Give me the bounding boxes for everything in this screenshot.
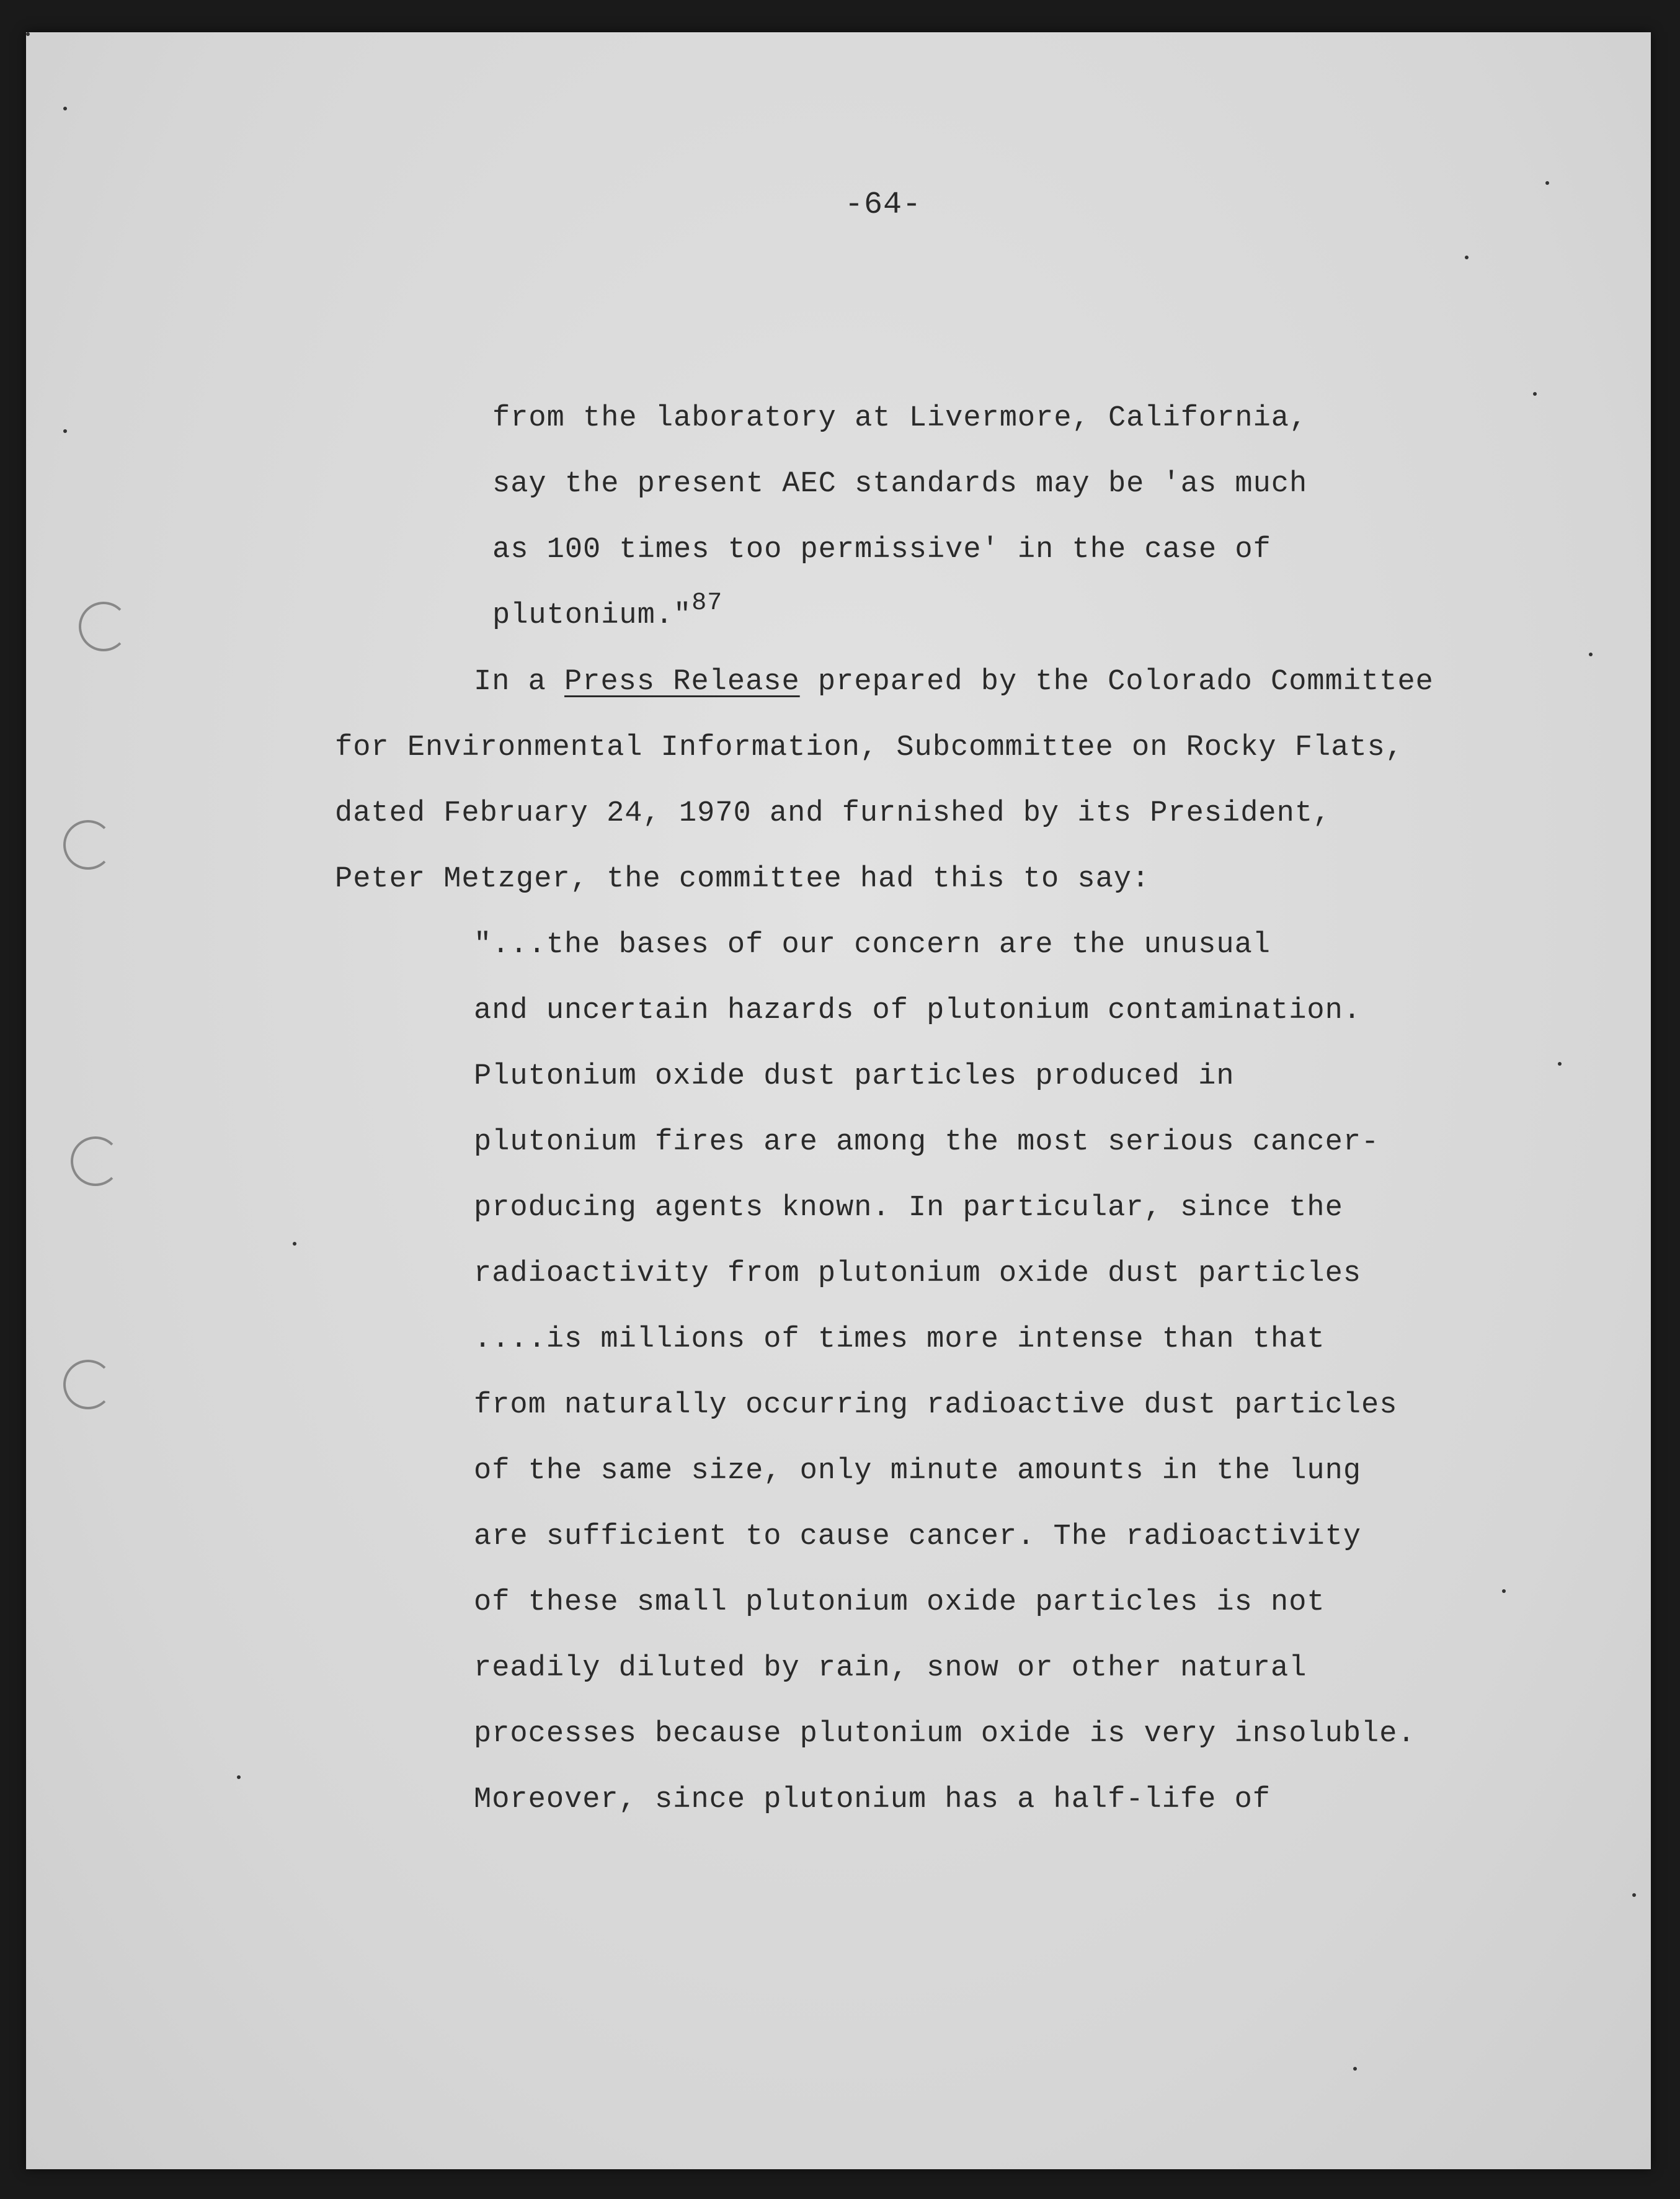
speck: [1465, 256, 1469, 259]
quote-continuation-line-2: say the present AEC standards may be 'as much: [492, 468, 1308, 501]
binder-hole-3: [71, 1136, 120, 1186]
block-quote-line-12: readily diluted by rain, snow or other natural: [474, 1652, 1307, 1685]
quote-continuation-line-3: as 100 times too permissive' in the case of: [492, 533, 1271, 566]
speck: [1502, 1589, 1506, 1593]
paragraph-line-1: [474, 649, 1434, 715]
block-quote-line-9: of the same size, only minute amounts in the lung: [474, 1455, 1362, 1488]
speck: [237, 1775, 241, 1779]
block-quote-line-4: plutonium fires are among the most serious cancer-: [474, 1126, 1380, 1159]
speck: [63, 107, 67, 110]
speck: [1545, 181, 1549, 185]
binder-hole-1: [79, 602, 128, 651]
press-release-title: Press Release: [564, 666, 800, 698]
block-quote-line-1: "...the bases of our concern are the unusual: [474, 929, 1271, 961]
block-quote-line-8: from naturally occurring radioactive dust particles: [474, 1389, 1398, 1422]
block-quote-line-13: processes because plutonium oxide is very insoluble.: [474, 1718, 1416, 1751]
quote-end-text: plutonium.": [492, 599, 692, 632]
speck: [1558, 1062, 1562, 1066]
binder-hole-2: [63, 820, 113, 870]
block-quote-line-5: producing agents known. In particular, since the: [474, 1192, 1343, 1224]
page-number: -64-: [845, 187, 922, 223]
paragraph-line-2: for Environmental Information, Subcommittee on Rocky Flats,: [335, 731, 1404, 764]
speck: [1533, 392, 1537, 396]
quote-continuation-line-1: from the laboratory at Livermore, California,: [492, 402, 1308, 435]
footnote-reference: 87: [691, 589, 723, 617]
block-quote-line-14: Moreover, since plutonium has a half-life of: [474, 1783, 1271, 1816]
paragraph-line-1-end: prepared by the Colorado Committee: [799, 666, 1434, 698]
block-quote-line-3: Plutonium oxide dust particles produced in: [474, 1060, 1235, 1093]
block-quote-line-6: radioactivity from plutonium oxide dust particles: [474, 1257, 1362, 1290]
speck: [1632, 1893, 1636, 1897]
speck: [63, 429, 67, 433]
document-page: [26, 32, 1651, 2169]
block-quote-line-2: and uncertain hazards of plutonium contamination.: [474, 994, 1362, 1027]
block-quote-line-11: of these small plutonium oxide particles is not: [474, 1586, 1325, 1619]
paragraph-line-4: Peter Metzger, the committee had this to say:: [335, 863, 1150, 896]
binder-hole-4: [63, 1360, 113, 1409]
block-quote-line-10: are sufficient to cause cancer. The radioactivity: [474, 1520, 1362, 1553]
speck: [293, 1242, 296, 1246]
speck: [26, 32, 30, 36]
paragraph-line-3: dated February 24, 1970 and furnished by its President,: [335, 797, 1331, 830]
block-quote-line-7: ....is millions of times more intense than that: [474, 1323, 1325, 1356]
quote-continuation-line-4: [492, 583, 722, 650]
speck: [1589, 653, 1593, 656]
speck: [1353, 2067, 1357, 2071]
paragraph-line-1-start: In a: [474, 666, 565, 698]
